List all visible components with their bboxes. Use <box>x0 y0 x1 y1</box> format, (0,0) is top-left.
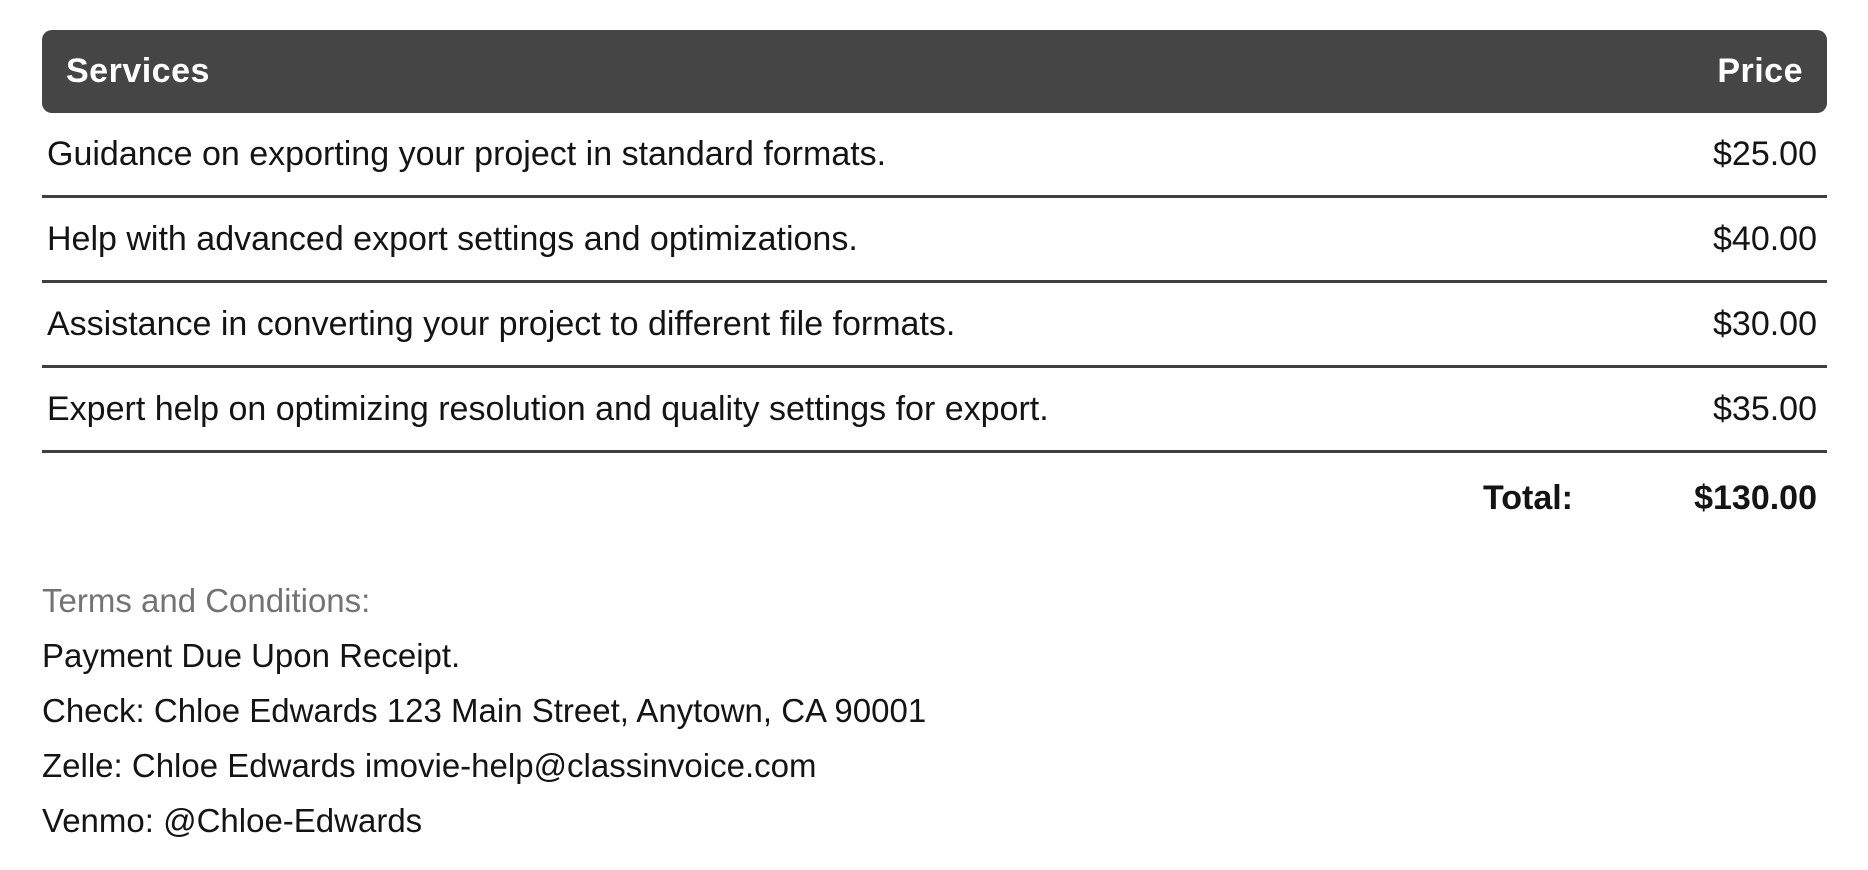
terms-line-venmo: Venmo: @Chloe-Edwards <box>42 802 423 839</box>
terms-line-payment: Payment Due Upon Receipt. <box>42 637 461 674</box>
terms-line-zelle: Zelle: Chloe Edwards imovie-help@classinvoice.com <box>42 747 817 784</box>
service-price: $40.00 <box>1713 219 1817 258</box>
service-price: $25.00 <box>1713 134 1817 173</box>
total-amount: $130.00 <box>1694 478 1817 517</box>
terms-line-check: Check: Chloe Edwards 123 Main Street, Anytown, CA 90001 <box>42 692 927 729</box>
service-description: Help with advanced export settings and optimizations. <box>47 219 858 258</box>
service-price: $30.00 <box>1713 304 1817 343</box>
service-description: Assistance in converting your project to different file formats. <box>47 304 956 343</box>
terms-heading: Terms and Conditions: <box>42 582 371 619</box>
table-header-row <box>42 30 1827 113</box>
table-row <box>42 113 1827 198</box>
table-row <box>42 368 1827 453</box>
services-table <box>42 30 1827 543</box>
services-column-header: Services <box>66 52 210 90</box>
table-row <box>42 283 1827 368</box>
total-row <box>42 453 1827 543</box>
total-label: Total: <box>1482 478 1573 517</box>
terms-and-conditions-section <box>42 573 1868 848</box>
service-description: Expert help on optimizing resolution and quality settings for export. <box>47 389 1049 428</box>
price-column-header: Price <box>1717 52 1803 90</box>
service-description: Guidance on exporting your project in standard formats. <box>47 134 887 173</box>
table-row <box>42 198 1827 283</box>
service-price: $35.00 <box>1713 389 1817 428</box>
